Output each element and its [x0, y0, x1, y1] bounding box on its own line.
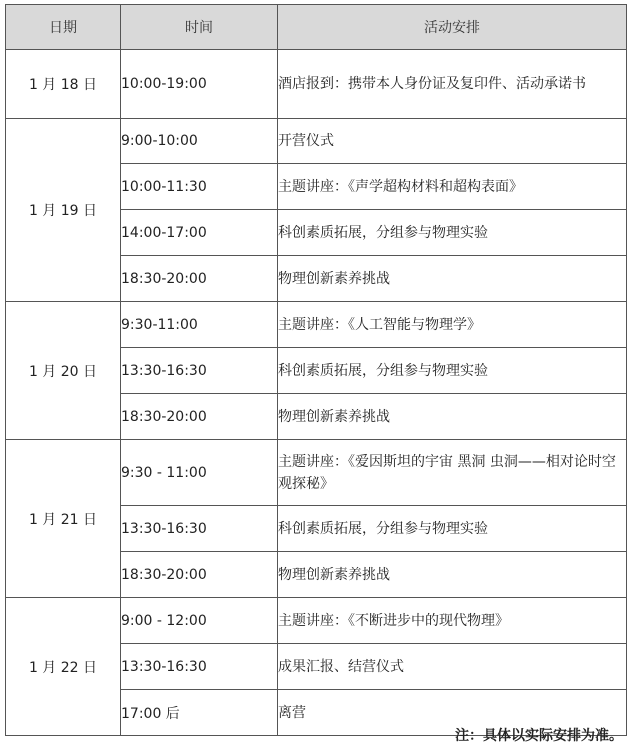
schedule-row	[6, 119, 627, 164]
activity-cell: 物理创新素养挑战	[278, 552, 627, 598]
schedule-table	[5, 4, 627, 736]
time-cell: 10:00-19:00	[121, 50, 278, 119]
schedule-row	[6, 598, 627, 644]
activity-cell: 开营仪式	[278, 119, 627, 164]
header-date: 日期	[6, 5, 121, 50]
time-cell: 14:00-17:00	[121, 210, 278, 256]
date-cell: 1 月 22 日	[6, 598, 121, 736]
header-activity: 活动安排	[278, 5, 627, 50]
time-cell: 18:30-20:00	[121, 256, 278, 302]
time-cell: 13:30-16:30	[121, 644, 278, 690]
header-row	[6, 5, 627, 50]
activity-cell: 成果汇报、结营仪式	[278, 644, 627, 690]
activity-cell: 酒店报到：携带本人身份证及复印件、活动承诺书	[278, 50, 627, 119]
date-cell: 1 月 19 日	[6, 119, 121, 302]
time-cell: 13:30-16:30	[121, 506, 278, 552]
time-cell: 18:30-20:00	[121, 394, 278, 440]
date-cell: 1 月 20 日	[6, 302, 121, 440]
activity-cell: 主题讲座：《声学超构材料和超构表面》	[278, 164, 627, 210]
schedule-row	[6, 302, 627, 348]
date-cell: 1 月 21 日	[6, 440, 121, 598]
time-cell: 13:30-16:30	[121, 348, 278, 394]
activity-cell: 物理创新素养挑战	[278, 256, 627, 302]
time-cell: 9:30 - 11:00	[121, 440, 278, 506]
footnote: 注：具体以实际安排为准。	[455, 728, 623, 744]
activity-cell: 离营	[278, 690, 627, 736]
activity-cell: 主题讲座：《人工智能与物理学》	[278, 302, 627, 348]
activity-cell: 科创素质拓展，分组参与物理实验	[278, 348, 627, 394]
header-time: 时间	[121, 5, 278, 50]
time-cell: 10:00-11:30	[121, 164, 278, 210]
activity-cell: 主题讲座：《不断进步中的现代物理》	[278, 598, 627, 644]
time-cell: 9:00 - 12:00	[121, 598, 278, 644]
schedule-row	[6, 50, 627, 119]
activity-cell: 物理创新素养挑战	[278, 394, 627, 440]
time-cell: 17:00 后	[121, 690, 278, 736]
activity-cell: 科创素质拓展，分组参与物理实验	[278, 506, 627, 552]
activity-cell: 主题讲座：《爱因斯坦的宇宙 黑洞 虫洞——相对论时空观探秘》	[278, 440, 627, 506]
time-cell: 9:30-11:00	[121, 302, 278, 348]
schedule-row	[6, 440, 627, 506]
activity-cell: 科创素质拓展，分组参与物理实验	[278, 210, 627, 256]
time-cell: 18:30-20:00	[121, 552, 278, 598]
date-cell: 1 月 18 日	[6, 50, 121, 119]
schedule-body	[6, 50, 627, 736]
time-cell: 9:00-10:00	[121, 119, 278, 164]
